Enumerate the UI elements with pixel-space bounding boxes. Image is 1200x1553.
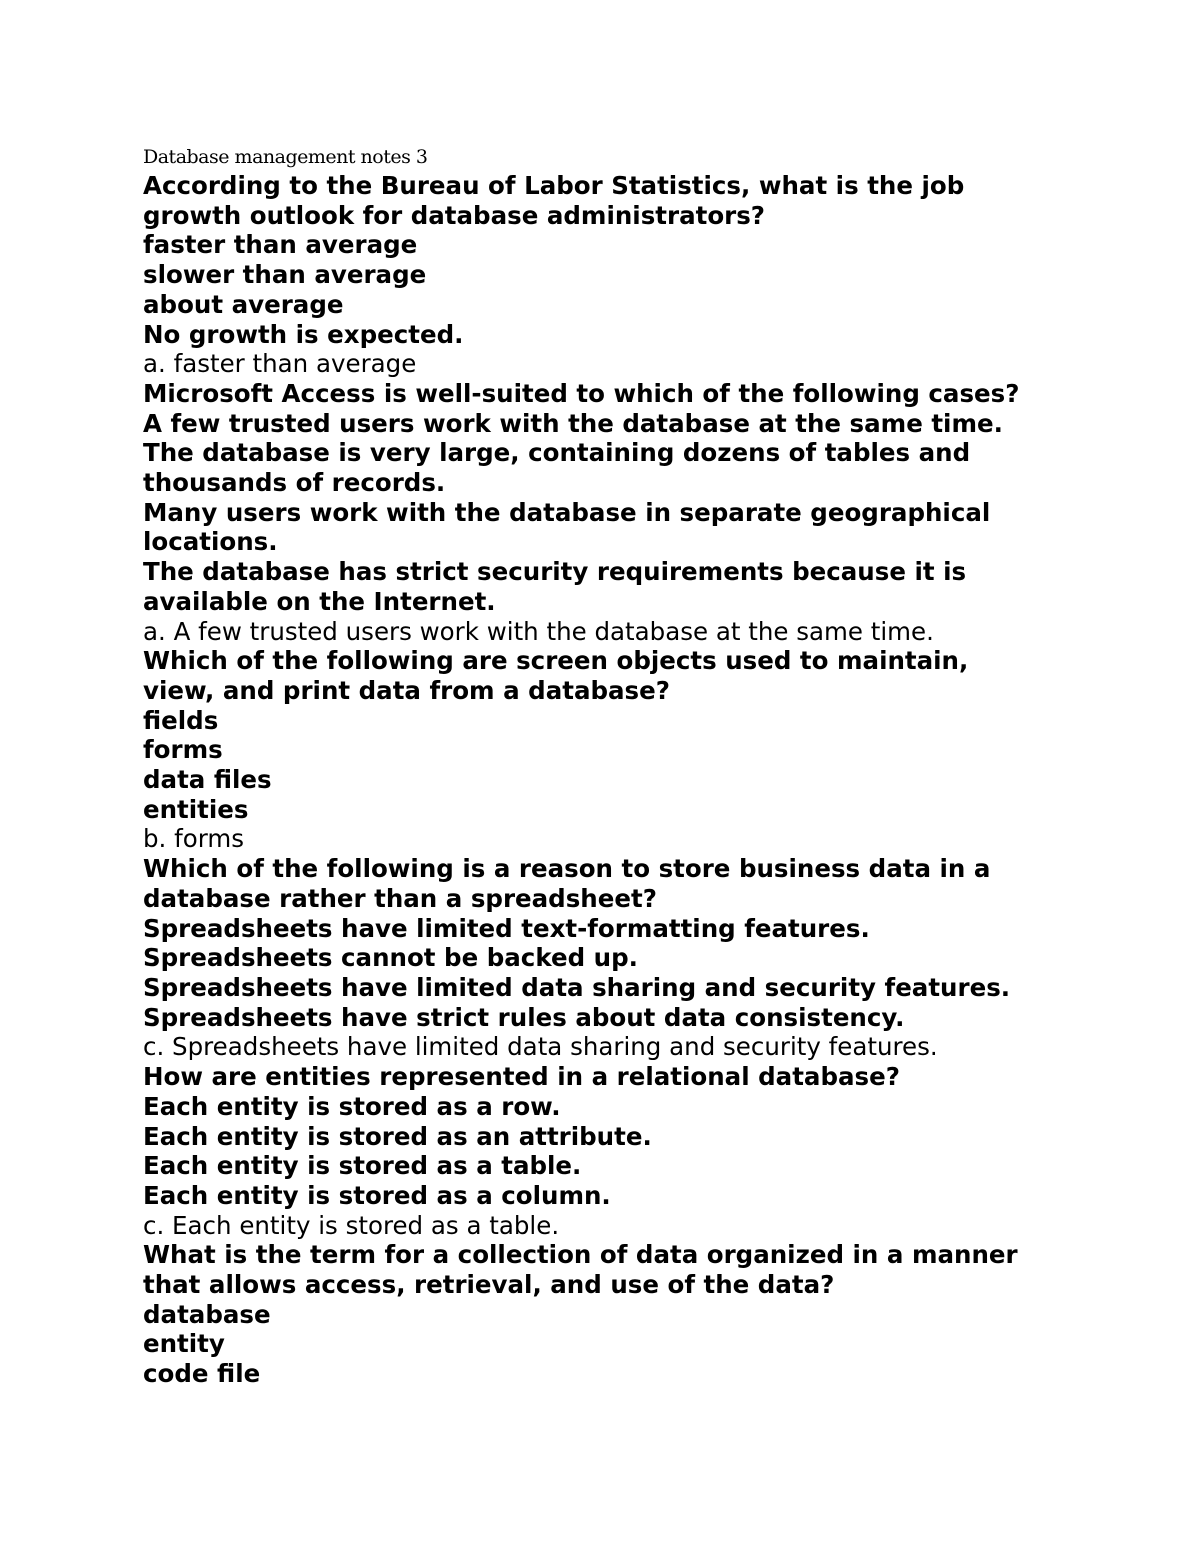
option-text: locations. [143, 527, 278, 557]
question-text: that allows access, retrieval, and use of the data? [143, 1270, 835, 1300]
option-text: Each entity is stored as a table. [143, 1151, 582, 1181]
question-block [143, 171, 1073, 379]
question-text: What is the term for a collection of data organized in a manner [143, 1240, 1018, 1270]
option-text: slower than average [143, 260, 427, 290]
option-text: data files [143, 765, 272, 795]
option-text: entity [143, 1329, 225, 1359]
option-text: database [143, 1299, 271, 1329]
option-text: forms [143, 735, 223, 765]
question-block [143, 379, 1073, 646]
option-text: code file [143, 1359, 261, 1389]
option-text: Each entity is stored as a row. [143, 1091, 561, 1121]
question-text: view, and print data from a database? [143, 675, 670, 705]
question-block [143, 854, 1073, 1062]
question-text: According to the Bureau of Labor Statistics, what is the job [143, 171, 965, 200]
option-text: The database is very large, containing dozens of tables and [143, 438, 971, 468]
question-text: database rather than a spreadsheet? [143, 883, 657, 913]
option-text: The database has strict security requirements because it is [143, 557, 967, 587]
answer-text: a. A few trusted users work with the database at the same time. [143, 616, 934, 646]
answer-text: c. Spreadsheets have limited data sharing and security features. [143, 1032, 938, 1062]
question-text: Which of the following are screen objects used to maintain, [143, 646, 969, 676]
option-text: No growth is expected. [143, 319, 464, 349]
answer-text: b. forms [143, 824, 245, 854]
option-text: about average [143, 289, 344, 319]
option-text: Many users work with the database in separate geographical [143, 497, 991, 527]
option-text: entities [143, 794, 249, 824]
option-text: available on the Internet. [143, 586, 496, 616]
option-text: Spreadsheets have limited data sharing and security features. [143, 972, 1011, 1002]
question-block [143, 1240, 1073, 1389]
option-text: Each entity is stored as a column. [143, 1180, 611, 1210]
option-text: Spreadsheets have limited text-formatting features. [143, 913, 870, 943]
option-text: A few trusted users work with the database at the same time. [143, 408, 1003, 438]
option-text: Each entity is stored as an attribute. [143, 1121, 652, 1151]
question-text: Microsoft Access is well-suited to which of the following cases? [143, 378, 1020, 408]
option-text: thousands of records. [143, 468, 446, 498]
option-text: Spreadsheets cannot be backed up. [143, 943, 638, 973]
answer-text: a. faster than average [143, 349, 417, 379]
question-block [143, 646, 1073, 854]
document-content [143, 143, 1073, 1389]
option-text: Spreadsheets have strict rules about data consistency. [143, 1002, 905, 1032]
option-text: faster than average [143, 230, 418, 260]
question-text: How are entities represented in a relational database? [143, 1062, 900, 1092]
option-text: fields [143, 705, 219, 735]
question-text: Which of the following is a reason to store business data in a [143, 854, 991, 884]
question-text: growth outlook for database administrators? [143, 200, 766, 230]
answer-text: c. Each entity is stored as a table. [143, 1210, 560, 1240]
document-title: Database management notes 3 [143, 146, 428, 168]
question-block [143, 1062, 1073, 1240]
